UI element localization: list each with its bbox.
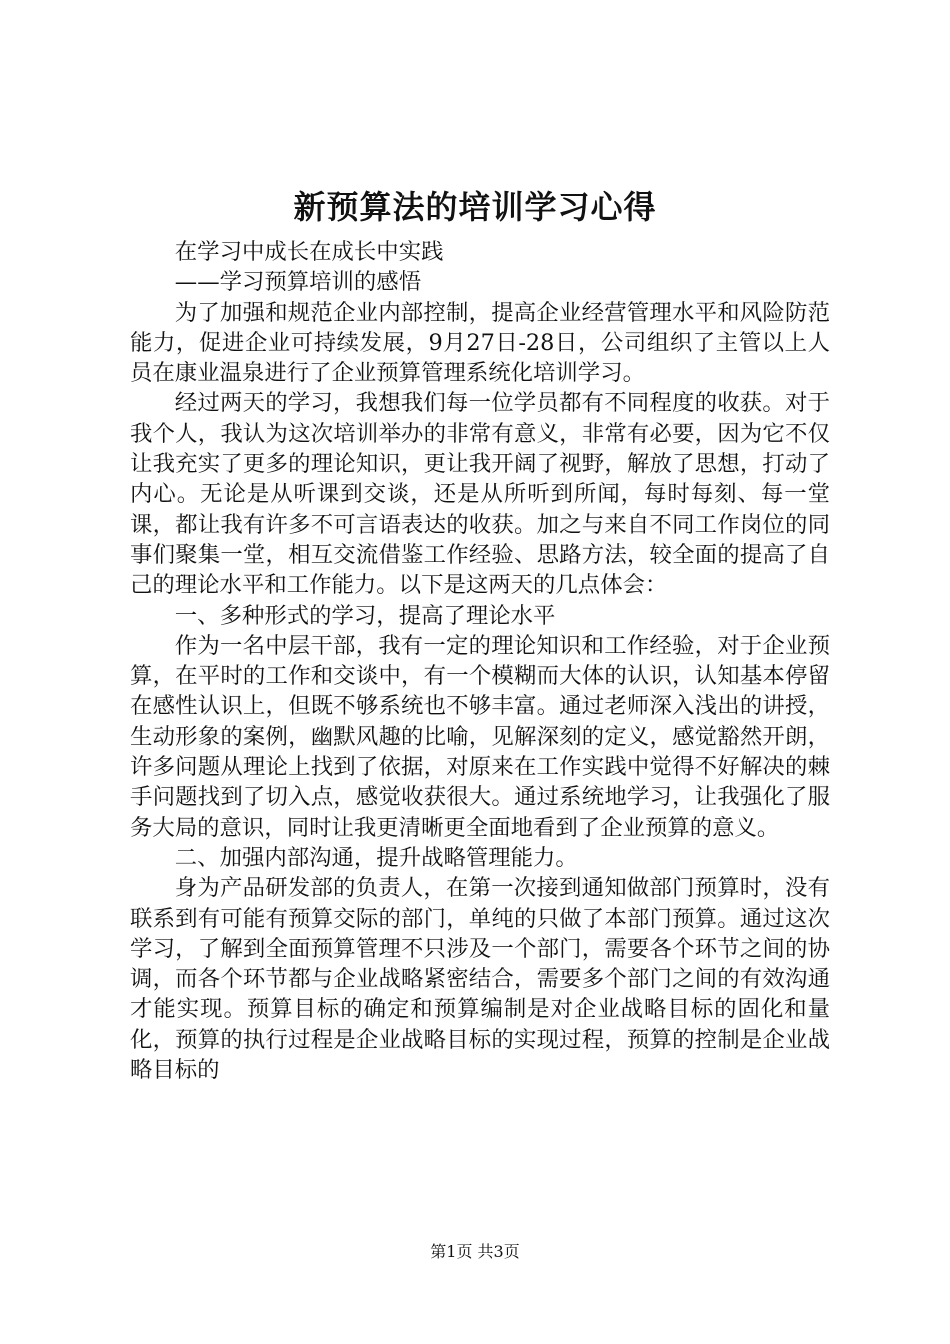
section-heading: 二、加强内部沟通，提升战略管理能力。 — [174, 844, 578, 871]
body-paragraph: 经过两天的学习，我想我们每一位学员都有不同程度的收获。对于我个人，我认为这次培训举办的非常有意义，非常有必要，因为它不仅让我充实了更多的理论知识，更让我开阔了视野，解放了思想，打动了内心。无论是从听课到交谈，还是从所听到所闻，每时每刻、每一堂课，都让我有许多不可言语表达的收获。加之与来自不同工作岗位的同事们聚集一堂，相互交流借鉴工作经验、思路方法，较全面的提高了自己的理论水平和工作能力。以下是这两天的几点体会： — [130, 390, 830, 599]
subtitle-dash-line: ——学习预算培训的感悟 — [174, 269, 422, 296]
section-heading: 一、多种形式的学习，提高了理论水平 — [174, 602, 556, 629]
page-footer: 第1页 共3页 — [430, 1242, 520, 1261]
document-body — [130, 237, 830, 1085]
subtitle-line: 在学习中成长在成长中实践 — [174, 239, 444, 265]
body-paragraph: 作为一名中层干部，我有一定的理论知识和工作经验，对于企业预算，在平时的工作和交谈中，有一个模糊而大体的认识，认知基本停留在感性认识上，但既不够系统也不够丰富。通过老师深入浅出的讲授，生动形象的案例，幽默风趣的比喻，见解深刻的定义，感觉豁然开朗，许多问题从理论上找到了依据，对原来在工作实践中觉得不好解决的棘手问题找到了切入点，感觉收获很大。通过系统地学习，让我强化了服务大局的意识，同时让我更清晰更全面地看到了企业预算的意义。 — [130, 632, 830, 841]
document-title: 新预算法的培训学习心得 — [293, 188, 657, 226]
body-paragraph: 为了加强和规范企业内部控制，提高企业经营管理水平和风险防范能力，促进企业可持续发展，9月27日-28日，公司组织了主管以上人员在康业温泉进行了企业预算管理系统化培训学习。 — [130, 299, 830, 387]
body-paragraph: 身为产品研发部的负责人，在第一次接到通知做部门预算时，没有联系到有可能有预算交际的部门，单纯的只做了本部门预算。通过这次学习，了解到全面预算管理不只涉及一个部门，需要各个环节之间的协调，而各个环节都与企业战略紧密结合，需要多个部门之间的有效沟通才能实现。预算目标的确定和预算编制是对企业战略目标的固化和量化，预算的执行过程是企业战略目标的实现过程，预算的控制是企业战略目标的 — [130, 875, 830, 1084]
